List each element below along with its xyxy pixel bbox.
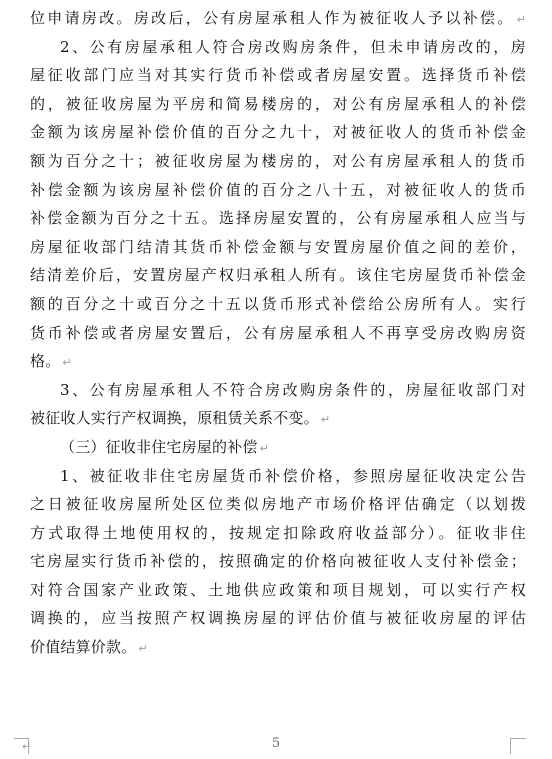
paragraph-mark-icon: ↵	[62, 356, 72, 370]
line-text: 价值结算价款。	[30, 638, 137, 657]
text-line	[30, 519, 526, 548]
line-text: 被征收人实行产权调换，原租赁关系不变。	[30, 409, 319, 428]
line-text: 方式取得土地使用权的，按规定扣除政府收益部分）。征收非住	[30, 523, 526, 542]
line-text: （三）征收非住宅房屋的补偿	[60, 437, 258, 456]
text-line	[30, 404, 526, 433]
paragraph-mark-icon: ↵	[22, 740, 32, 753]
text-line	[30, 376, 526, 405]
paragraph-mark-icon: ↵	[259, 441, 270, 455]
text-line	[30, 61, 526, 90]
text-line	[30, 233, 526, 262]
text-line	[30, 176, 526, 205]
text-line	[30, 633, 526, 662]
text-line	[30, 462, 526, 491]
paragraph-mark-icon: ↵	[320, 413, 331, 427]
page-number: 5	[271, 736, 281, 751]
line-text: 位申请房改。房改后，公有房屋承租人作为被征收人予以补偿。	[30, 9, 515, 27]
line-text: 屋征收部门应当对其实行货币补偿或者房屋安置。选择货币补偿	[30, 66, 526, 85]
text-line	[30, 90, 526, 119]
line-text: 补偿金额为该房屋补偿价值的百分之八十五，对被征收人的货币	[30, 180, 526, 199]
line-text: 房屋征收部门结清其货币补偿金额与安置房屋价值之间的差价，	[30, 237, 526, 256]
line-text: 3、公有房屋承租人不符合房改购房条件的，房屋征收部门对	[60, 380, 526, 399]
line-text: 2、公有房屋承租人符合房改购房条件，但未申请房改的，房	[60, 37, 526, 56]
text-line	[30, 576, 526, 605]
text-line	[30, 319, 526, 348]
line-text: 对符合国家产业政策、土地供应政策和项目规划，可以实行产权	[30, 580, 526, 599]
paragraph-mark-icon: ↵	[516, 13, 526, 26]
line-text: 调换的，应当按照产权调换房屋的评估价值与被征收房屋的评估	[30, 609, 526, 628]
section-heading	[30, 433, 526, 462]
text-line	[30, 261, 526, 290]
line-text: 额的百分之十或百分之十五以货币形式补偿给公房所有人。实行	[30, 294, 526, 313]
text-line	[30, 33, 526, 62]
line-text: 格。	[30, 352, 61, 371]
text-line	[30, 118, 526, 147]
text-line	[30, 204, 526, 233]
line-text: 之日被征收房屋所处区位类似房地产市场价格评估确定（以划拨	[30, 495, 526, 514]
text-line	[30, 490, 526, 519]
line-text: 结清差价后，安置房屋产权归承租人所有。该住宅房屋货币补偿金	[30, 266, 526, 285]
paragraph-mark-icon: ↵	[138, 642, 148, 656]
line-text: 货币补偿或者房屋安置后，公有房屋承租人不再享受房改购房资	[30, 323, 526, 342]
text-line	[30, 147, 526, 176]
line-text: 金额为该房屋补偿价值的百分之九十，对被征收人的货币补偿金	[30, 123, 526, 142]
text-line	[30, 4, 526, 33]
text-line	[30, 604, 526, 633]
line-text: 的，被征收房屋为平房和简易楼房的，对公有房屋承租人的补偿	[30, 94, 526, 113]
line-text: 1、被征收非住宅房屋货币补偿价格，参照房屋征收决定公告	[60, 466, 526, 485]
text-line	[30, 290, 526, 319]
line-text: 宅房屋实行货币补偿的，按照确定的价格向被征收人支付补偿金；	[30, 552, 526, 571]
document-body	[30, 4, 526, 662]
text-line	[30, 547, 526, 576]
line-text: 补偿金额为百分之十五。选择房屋安置的，公有房屋承租人应当与	[30, 209, 526, 228]
text-line	[30, 347, 526, 376]
line-text: 额为百分之十；被征收房屋为楼房的，对公有房屋承租人的货币	[30, 151, 526, 170]
